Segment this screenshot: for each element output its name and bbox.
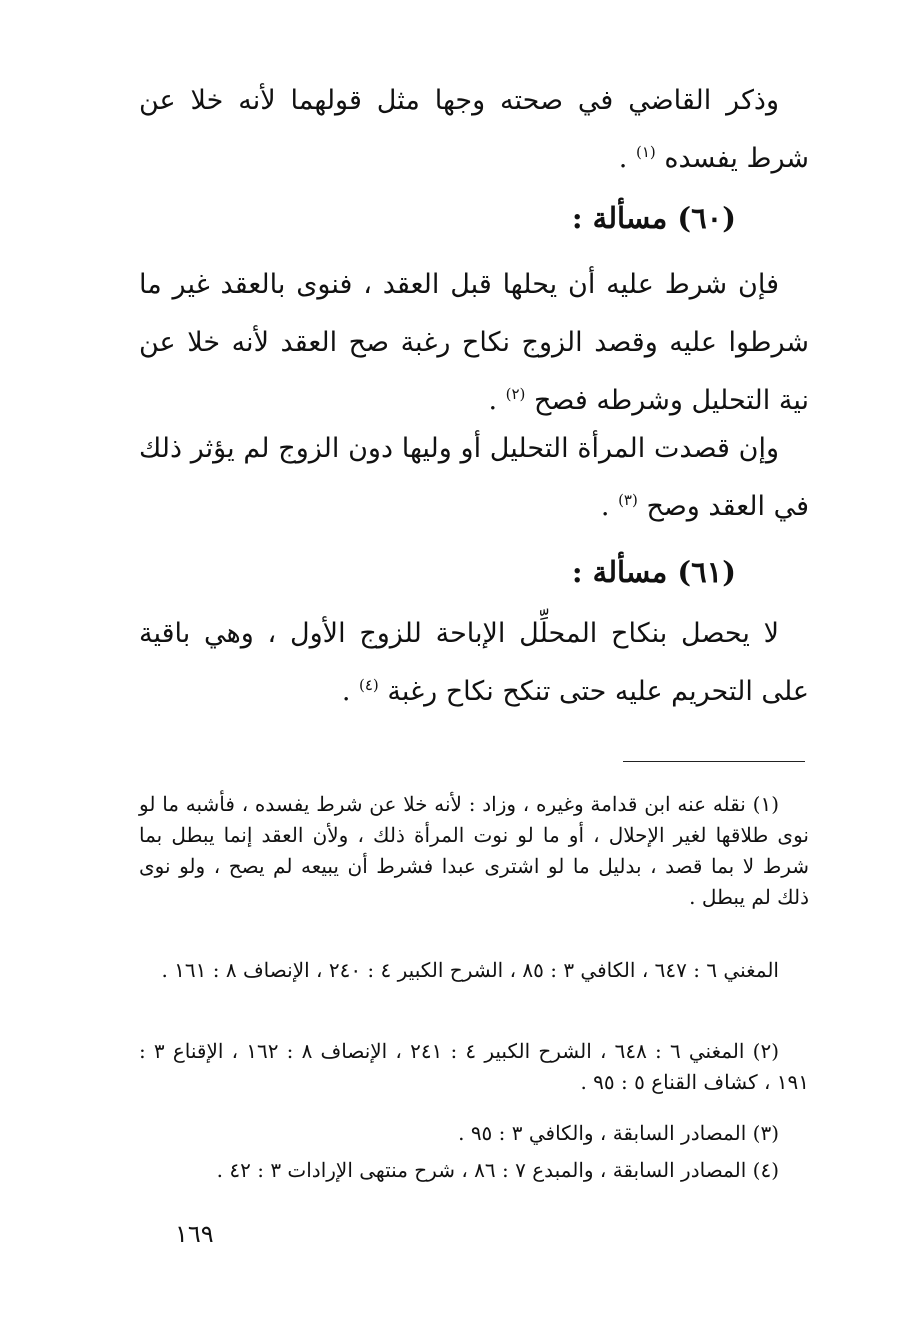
footnote-ref-2: (٢) <box>505 385 526 403</box>
paragraph-3-text: وإن قصدت المرأة التحليل أو وليها دون الزوج لم يؤثر ذلك في العقد وصح <box>139 433 809 522</box>
footnote-1-text: (١) نقله عنه ابن قدامة وغيره ، وزاد : لأنه خلا عن شرط يفسده ، فأشبه ما لو نوى طلاقها لغير الإحلال ، أو ما لو نوت المرأة ذلك ، ولأن العقد إنما يبطل بما شرط لا بما قصد ، بدليل ما لو اشترى عبدا فشرط أن يبيعه لم يصح ، ولو نوى ذلك لم يبطل . <box>139 792 809 909</box>
paragraph-2-end: . <box>488 385 498 416</box>
footnote-ref-3: (٣) <box>618 491 638 509</box>
footnote-2-text: (٢) المغني ٦ : ٦٤٨ ، الشرح الكبير ٤ : ٢٤١ ، الإنصاف ٨ : ١٦٢ ، الإقناع ٣ : ١٩١ ، كشاف القناع ٥ : ٩٥ . <box>139 1039 809 1094</box>
footnote-1 <box>139 789 809 913</box>
footnote-2 <box>139 1036 809 1098</box>
paragraph-1-text: وذكر القاضي في صحته وجها مثل قولهما لأنه خلا عن شرط يفسده <box>139 85 809 174</box>
paragraph-1-end: . <box>618 143 628 174</box>
heading-masala-61: (٦١) مسألة : <box>571 555 736 589</box>
footnote-divider <box>623 761 805 762</box>
footnote-ref-1: (١) <box>635 143 656 161</box>
footnote-3 <box>139 1118 809 1149</box>
footnote-3-text: (٣) المصادر السابقة ، والكافي ٣ : ٩٥ . <box>458 1121 779 1145</box>
paragraph-3-end: . <box>600 491 610 522</box>
footnote-1-sources-text: المغني ٦ : ٦٤٧ ، الكافي ٣ : ٨٥ ، الشرح الكبير ٤ : ٢٤٠ ، الإنصاف ٨ : ١٦١ . <box>161 958 779 982</box>
paragraph-3 <box>139 420 809 536</box>
paragraph-4-text: لا يحصل بنكاح المحلِّل الإباحة للزوج الأول ، وهي باقية على التحريم عليه حتى تنكح نكاح رغبة <box>139 618 809 707</box>
paragraph-4 <box>139 605 809 721</box>
heading-masala-60: (٦٠) مسألة : <box>571 201 736 235</box>
paragraph-2 <box>139 256 809 430</box>
paragraph-1 <box>139 72 809 188</box>
footnote-4 <box>139 1155 809 1186</box>
page-number: ١٦٩ <box>175 1220 214 1248</box>
footnote-ref-4: (٤) <box>359 676 379 694</box>
paragraph-4-end: . <box>341 676 351 707</box>
paragraph-2-text: فإن شرط عليه أن يحلها قبل العقد ، فنوى بالعقد غير ما شرطوا عليه وقصد الزوج نكاح رغبة صح العقد لأنه خلا عن نية التحليل وشرطه فصح <box>139 269 809 416</box>
footnote-1-sources <box>139 955 809 986</box>
footnote-4-text: (٤) المصادر السابقة ، والمبدع ٧ : ٨٦ ، شرح منتهى الإرادات ٣ : ٤٢ . <box>216 1158 779 1182</box>
